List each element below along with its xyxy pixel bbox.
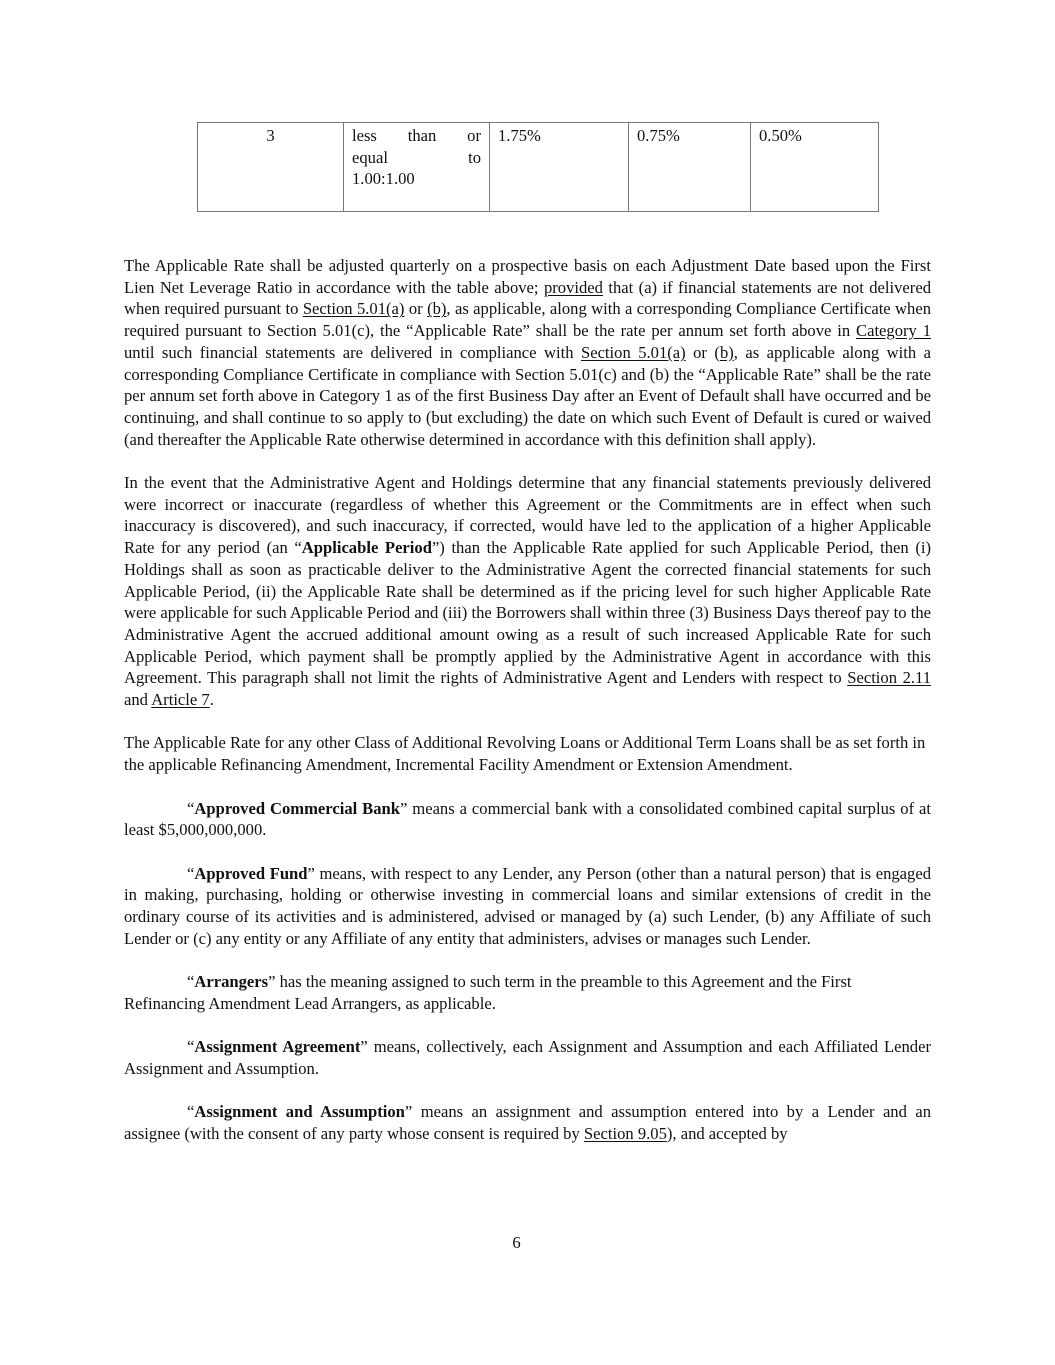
defined-term: Applicable Period (301, 538, 432, 558)
other-class-paragraph: The Applicable Rate for any other Class of Additional Revolving Loans or Additional Term Loans shall be as set forth in the applicable Refinancing Amendment, Incremental Facility Amendment or Extension Amendment. (124, 733, 926, 775)
definition-text: ” means an assignment and assumption entered into by a Lender and an assignee (with the consent of any party whose consent is required by (124, 1102, 931, 1144)
section-reference-link[interactable]: Section 2.11 (847, 668, 931, 688)
table-row (198, 123, 879, 212)
rate-cell: 0.75% (629, 123, 751, 212)
text-run: , as applicable, along with a corresponding Compliance Certificate when required pursuant to Section 5.01(c), the “Applicable Rate” shall be the rate per annum set forth above in (124, 299, 931, 341)
category-cell: 3 (198, 123, 344, 212)
text-run: In the event that the Administrative Agent and Holdings determine that any financial statements previously delivered were incorrect or inaccurate (regardless of whether this Agreement or the Commitments are in effect when such inaccuracy is discovered), and such inaccuracy, if corrected, would have led to the application of a higher Applicable Rate for any period (an “ (124, 473, 931, 558)
applicable-period-paragraph (124, 472, 931, 711)
ratio-line: 1.00:1.00 (352, 169, 415, 189)
defined-term: Assignment Agreement (194, 1037, 361, 1057)
category-reference: Category 1 (856, 321, 931, 341)
definition-text: ” means, with respect to any Lender, any Person (other than a natural person) that is engaged in making, purchasing, holding or otherwise investing in commercial loans and similar extensions of credit in the ordinary course of its activities and is administered, advised or managed by (a) such Lender, (b) any Affiliate of such Lender or (c) any entity or any Affiliate of any entity that administers, advises or manages such Lender. (124, 863, 931, 948)
definition-approved-fund (124, 863, 931, 950)
defined-term: Arrangers (194, 972, 269, 992)
text-run: ”) than the Applicable Rate applied for such Applicable Period, then (i) Holdings shall as soon as practicable deliver to the Administrative Agent the corrected financial statements for such Applicable Period, (ii) the Applicable Rate shall be determined as if the pricing level for such higher Applicable Rate were applicable for such Applicable Period and (iii) the Borrowers shall within three (3) Business Days thereof pay to the Administrative Agent the accrued additional amount owing as a result of such increased Applicable Rate for such Applicable Period, which payment shall be promptly applied by the Administrative Agent in accordance with this Agreement. This paragraph shall not limit the rights of Administrative Agent and Lenders with respect to (124, 538, 931, 688)
definition-assignment-and-assumption (124, 1101, 931, 1144)
text-run: and (124, 690, 152, 710)
definition-text: ” means a commercial bank with a consolidated combined capital surplus of at least $5,000,000,000. (124, 798, 931, 840)
text-run: “ (187, 1037, 195, 1057)
article-reference-link[interactable]: Article 7 (151, 690, 210, 710)
text-run: , as applicable along with a corresponding Compliance Certificate in compliance with Section 5.01(c) and (b) the “Applicable Rate” shall be the rate per annum set forth above in Category 1 as of the first Business Day after an Event of Default shall have occurred and be continuing, and shall continue to so apply to (but excluding) the date on which such Event of Default is cured or waived (and thereafter the Applicable Rate otherwise determined in accordance with this definition shall apply). (124, 342, 931, 449)
ratio-line: less than or (352, 126, 481, 145)
applicable-rate-table (197, 122, 879, 212)
text-run: The Applicable Rate shall be adjusted quarterly on a prospective basis on each Adjustment Date based upon the First Lien Net Leverage Ratio in accordance with the table above; (124, 256, 931, 297)
leverage-ratio-cell (344, 123, 490, 212)
rate-cell: 1.75% (490, 123, 629, 212)
section-reference-link[interactable]: b) (719, 342, 734, 362)
defined-term: Approved Commercial Bank (194, 798, 400, 818)
applicable-rate-adjustment-paragraph (124, 255, 931, 450)
text-run: ), and accepted by (666, 1124, 788, 1144)
page-number: 6 (512, 1233, 521, 1252)
page-body (124, 255, 931, 1166)
rate-cell: 0.50% (751, 123, 879, 212)
text-run: “ (187, 863, 195, 883)
section-reference-link[interactable]: (b) (427, 299, 447, 319)
section-reference-link[interactable]: Section 5.01(a) (302, 299, 405, 319)
defined-term: Approved Fund (194, 863, 308, 883)
definition-arrangers (124, 971, 931, 1014)
definition-text: ” means, collectively, each Assignment and Assumption and each Affiliated Lender Assignment and Assumption. (124, 1037, 931, 1078)
text-run: “ (187, 972, 195, 992)
text-run: or (404, 299, 428, 319)
definition-text: ” has the meaning assigned to such term in the preamble to this Agreement and the First Refinancing Amendment Lead Arrangers, as applicable. (124, 972, 852, 1013)
text-run: “ (187, 1102, 195, 1122)
ratio-line: equal to (352, 147, 481, 167)
definition-assignment-agreement (124, 1036, 931, 1079)
section-reference-link[interactable]: Section 5.01(a) (580, 342, 686, 362)
text-run: that (a) if financial statements are not delivered when required pursuant to (124, 277, 931, 319)
defined-term: Assignment and Assumption (194, 1102, 405, 1122)
text-run: or ( (685, 342, 720, 362)
text-run: “ (187, 798, 195, 818)
provided-term: provided (543, 277, 603, 297)
text-run: . (209, 690, 214, 710)
definition-approved-commercial-bank (124, 798, 931, 841)
section-reference-link[interactable]: Section 9.05 (583, 1124, 667, 1144)
text-run: until such financial statements are delivered in compliance with (124, 342, 581, 362)
